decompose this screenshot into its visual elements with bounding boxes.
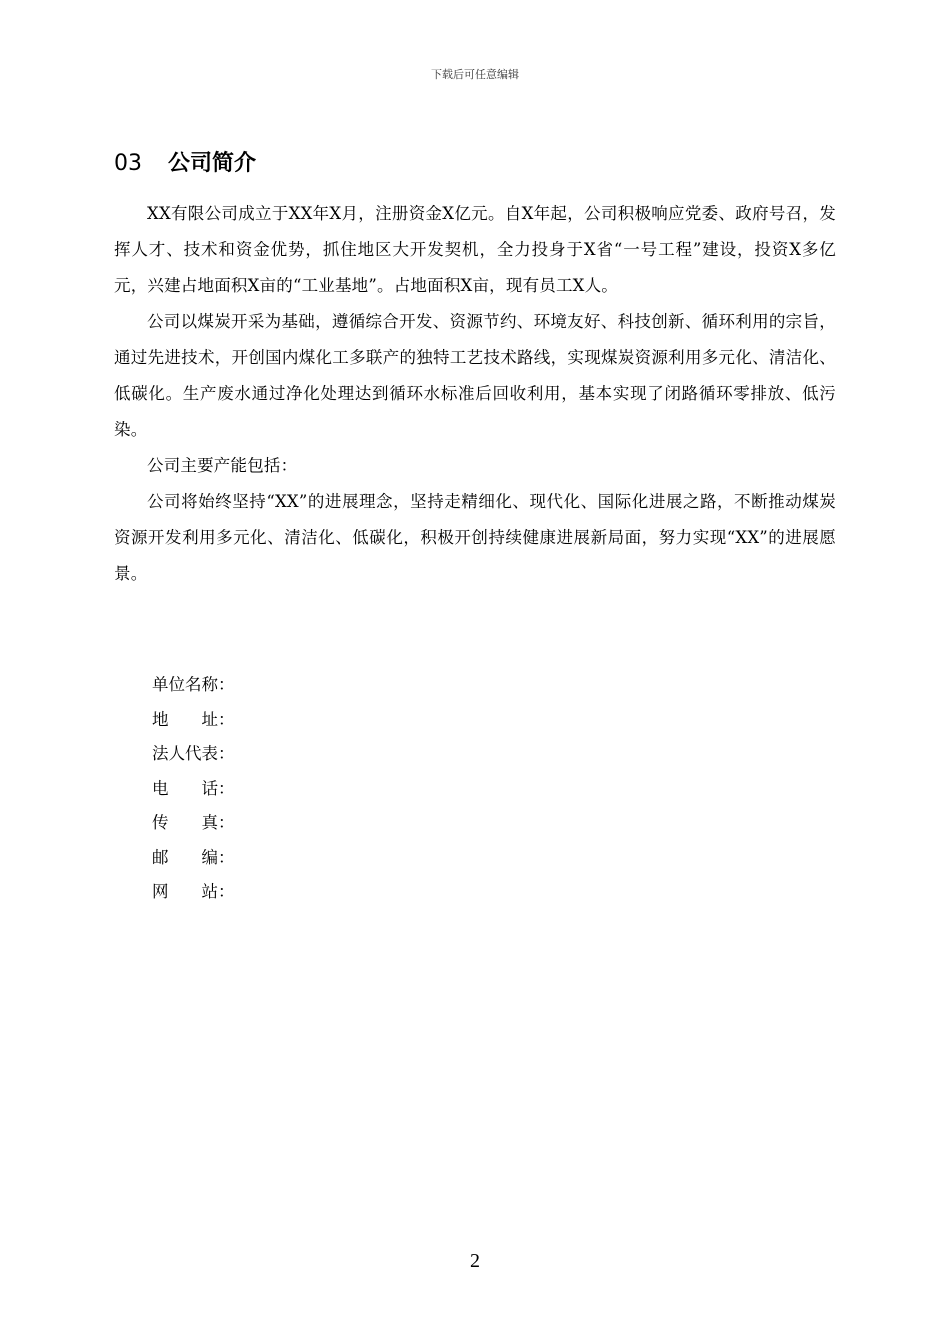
paragraph-intro: XX有限公司成立于XX年X月，注册资金X亿元。自X年起，公司积极响应党委、政府号召，发挥人才、技术和资金优势，抓住地区大开发契机，全力投身于X省“一号工程”建设，投资X多亿元，兴建占地面积X亩的“工业基地”。占地面积X亩，现有员工X人。 bbox=[114, 204, 836, 295]
paragraph-capacity: 公司主要产能包括： bbox=[147, 456, 298, 475]
header-note: 下载后可任意编辑 bbox=[431, 68, 519, 81]
contact-row bbox=[152, 875, 235, 910]
field-postcode: 邮 编： bbox=[152, 847, 235, 867]
section-title: 公司简介 bbox=[168, 151, 257, 176]
contact-row bbox=[152, 772, 235, 807]
section-number: 03 bbox=[114, 151, 142, 176]
contact-row bbox=[152, 703, 235, 738]
field-website: 网 站： bbox=[152, 882, 235, 901]
field-address: 地 址： bbox=[152, 709, 235, 729]
field-legal-rep: 法人代表： bbox=[152, 744, 235, 763]
contact-row bbox=[152, 668, 235, 703]
paragraph-vision: 公司将始终坚持“XX”的进展理念，坚持走精细化、现代化、国际化进展之路，不断推动煤炭资源开发利用多元化、清洁化、低碳化，积极开创持续健康进展新局面，努力实现“XX”的进展愿景。 bbox=[114, 492, 836, 583]
contact-info bbox=[152, 668, 235, 910]
contact-row bbox=[152, 806, 235, 841]
page-number: 2 bbox=[470, 1250, 480, 1272]
field-fax: 传 真： bbox=[152, 813, 235, 832]
body-text bbox=[114, 196, 836, 592]
contact-row bbox=[152, 737, 235, 772]
field-company-name: 单位名称： bbox=[152, 675, 235, 694]
field-phone: 电 话： bbox=[152, 778, 235, 798]
paragraph-operations: 公司以煤炭开采为基础，遵循综合开发、资源节约、环境友好、科技创新、循环利用的宗旨，通过先进技术，开创国内煤化工多联产的独特工艺技术路线，实现煤炭资源利用多元化、清洁化、低碳化。生产废水通过净化处理达到循环水标准后回收利用，基本实现了闭路循环零排放、低污染。 bbox=[114, 312, 836, 439]
section-heading bbox=[114, 146, 256, 177]
contact-row bbox=[152, 841, 235, 876]
